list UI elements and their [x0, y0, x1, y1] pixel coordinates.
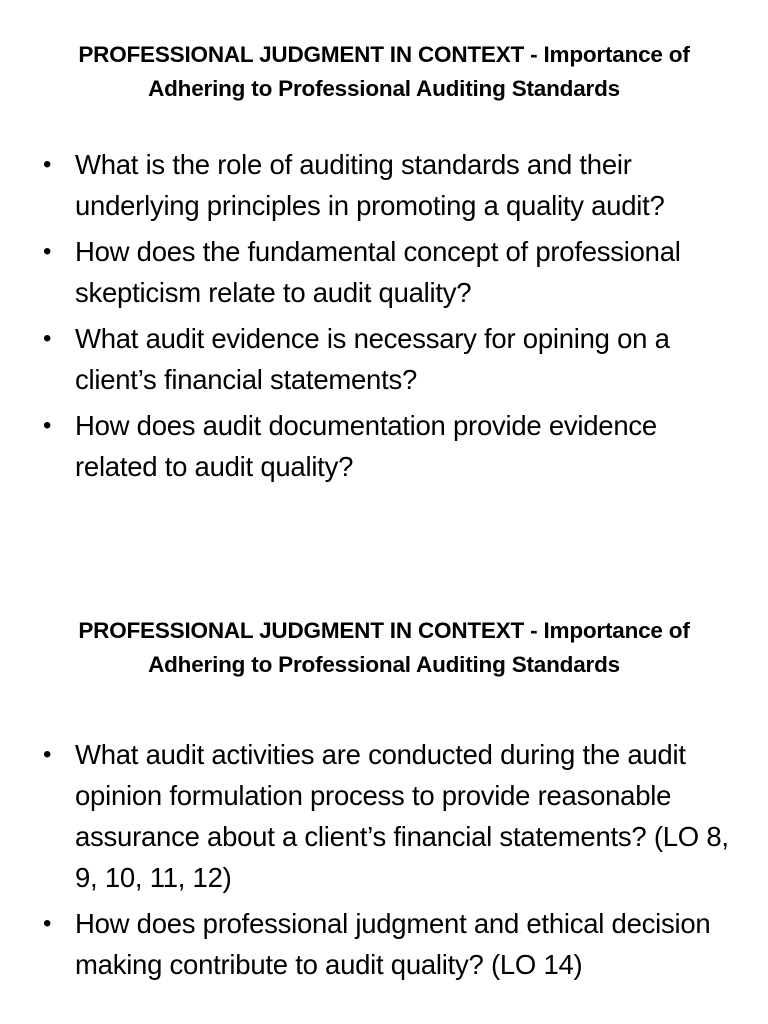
bullet-dot-icon: • — [43, 325, 52, 352]
bullet-dot-icon: • — [43, 151, 52, 178]
bullet-dot-icon: • — [43, 238, 52, 265]
slide-2-title: PROFESSIONAL JUDGMENT IN CONTEXT - Importance of Adhering to Professional Auditing Standards — [78, 618, 690, 677]
bullet-dot-icon: • — [43, 910, 52, 937]
bullet-text: What audit evidence is necessary for opining on a client’s financial statements? — [75, 323, 670, 395]
slide-2-bullet-2 — [0, 903, 768, 985]
slide-2-bullet-list — [0, 734, 768, 985]
bullet-text: How does audit documentation provide evidence related to audit quality? — [75, 410, 657, 482]
bullet-text: What audit activities are conducted during the audit opinion formulation process to provide reasonable assurance about a client’s financial statements? (LO 8, 9, 10, 11, 12) — [75, 739, 729, 893]
slide-1-bullet-2 — [0, 231, 768, 313]
slide-1-bullet-3 — [0, 318, 768, 400]
bullet-text: How does the fundamental concept of professional skepticism relate to audit quality? — [75, 236, 681, 308]
slide-1-bullet-list — [0, 144, 768, 487]
bullet-text: What is the role of auditing standards and their underlying principles in promoting a quality audit? — [75, 149, 665, 221]
slide-1 — [0, 38, 768, 492]
slide-2 — [0, 614, 768, 990]
bullet-dot-icon: • — [43, 412, 52, 439]
slide-2-bullet-1 — [0, 734, 768, 898]
bullet-text: How does professional judgment and ethical decision making contribute to audit quality? (LO 14) — [75, 908, 711, 980]
slide-1-title: PROFESSIONAL JUDGMENT IN CONTEXT - Importance of Adhering to Professional Auditing Standards — [78, 42, 690, 101]
slide-1-bullet-1 — [0, 144, 768, 226]
slide-1-bullet-4 — [0, 405, 768, 487]
bullet-dot-icon: • — [43, 741, 52, 768]
